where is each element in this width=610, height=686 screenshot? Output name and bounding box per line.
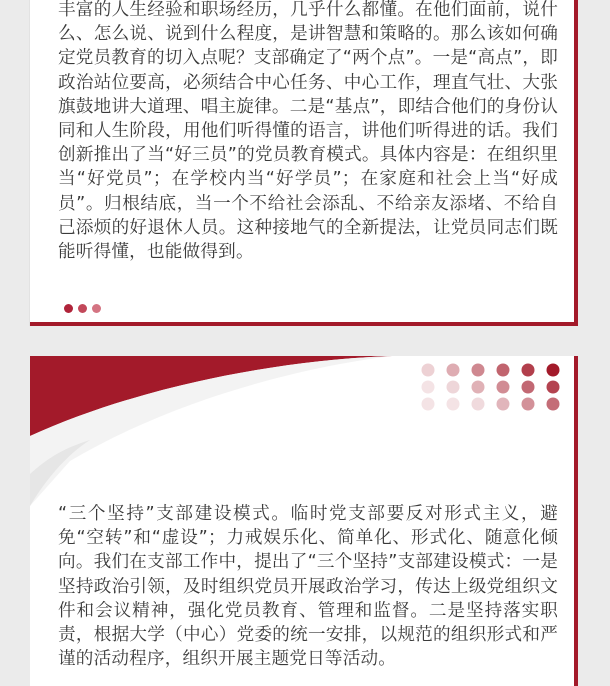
article-card-2 — [30, 356, 578, 686]
card1-paragraph: 丰富的人生经验和职场经历，几乎什么都懂。在他们面前，说什么、怎么说、说到什么程度，是讲智慧和策略的。那么该如何确定党员教育的切入点呢？支部确定了“两个点”。一是“高点”，即政治站位要高，必须结合中心任务、中心工作，理直气壮、大张旗鼓地讲大道理、唱主旋律。二是“基点”，即结合他们的身份认同和人生阶段，用他们听得懂的语言，讲他们听得进的话。我们创新推出了当“好三员”的党员教育模式。具体内容是：在组织里当“好党员”；在学校内当“好学员”；在家庭和社会上当“好成员”。归根结底，当一个不给社会添乱、不给亲友添堵、不给自己添烦的好退休人员。这种接地气的全新提法，让党员同志们既能听得懂，也能做得到。 — [58, 0, 558, 263]
dot-grid-decoration — [420, 362, 570, 414]
grid-dot — [422, 398, 435, 411]
grid-dot — [472, 398, 485, 411]
decorative-dots — [64, 304, 101, 313]
grid-dot — [472, 381, 485, 394]
grid-dot — [522, 381, 535, 394]
grid-dot — [497, 398, 510, 411]
grid-dot — [422, 381, 435, 394]
grid-dot — [547, 364, 560, 377]
grid-dot — [497, 364, 510, 377]
card2-paragraph: “三个坚持”支部建设模式。临时党支部要反对形式主义，避免“空转”和“虚设”；力戒娱乐化、简单化、形式化、随意化倾向。我们在支部工作中，提出了“三个坚持”支部建设模式：一是坚持政治引领，及时组织党员开展政治学习，传达上级党组织文件和会议精神，强化党员教育、管理和监督。二是坚持落实职责，根据大学（中心）党委的统一安排，以规范的组织形式和严谨的活动程序，组织开展主题党日等活动。 — [58, 504, 558, 670]
dot-3 — [92, 304, 101, 313]
grid-dot — [447, 398, 460, 411]
dot-1 — [64, 304, 73, 313]
grid-dot — [447, 364, 460, 377]
grid-dot — [522, 364, 535, 377]
grid-dot — [547, 398, 560, 411]
grid-dot — [522, 398, 535, 411]
grid-dot — [422, 364, 435, 377]
article-card-1 — [30, 0, 578, 326]
dot-2 — [78, 304, 87, 313]
grid-dot — [547, 381, 560, 394]
grid-dot — [497, 381, 510, 394]
grid-dot — [447, 381, 460, 394]
grid-dot — [472, 364, 485, 377]
